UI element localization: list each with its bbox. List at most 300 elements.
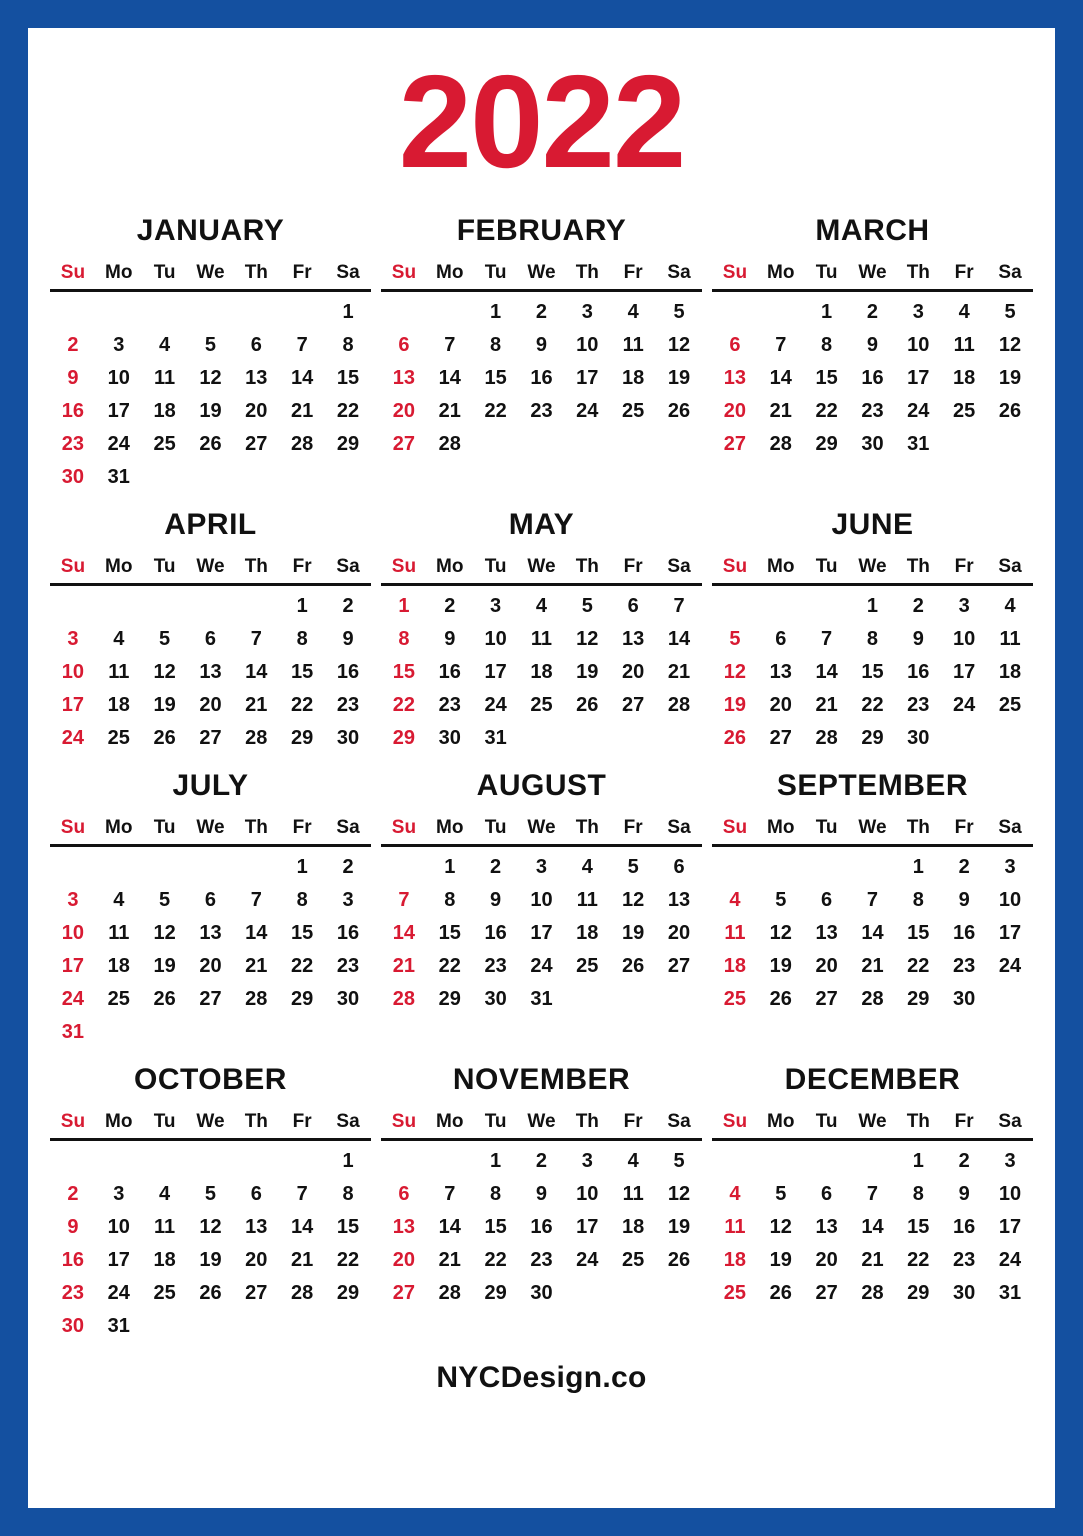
day-cell[interactable]: 22: [291, 955, 314, 977]
day-cell[interactable]: 16: [907, 661, 930, 683]
day-cell[interactable]: 14: [438, 367, 461, 389]
day-cell[interactable]: 14: [667, 628, 691, 650]
day-cell[interactable]: 12: [769, 922, 792, 944]
day-cell[interactable]: 17: [61, 955, 85, 977]
day-cell[interactable]: 23: [438, 694, 461, 716]
day-cell[interactable]: 13: [245, 1216, 268, 1238]
day-cell[interactable]: 15: [336, 367, 360, 389]
day-cell[interactable]: 29: [291, 727, 314, 749]
day-cell[interactable]: 11: [154, 367, 176, 389]
day-cell[interactable]: 5: [627, 856, 639, 878]
day-cell[interactable]: 16: [530, 367, 553, 389]
day-cell[interactable]: 16: [861, 367, 884, 389]
day-cell[interactable]: 22: [484, 1249, 507, 1271]
day-cell[interactable]: 11: [622, 334, 644, 356]
day-cell[interactable]: 21: [438, 400, 461, 422]
day-cell[interactable]: 6: [250, 1183, 262, 1205]
day-cell[interactable]: 25: [153, 433, 176, 455]
day-cell[interactable]: 4: [535, 595, 548, 617]
day-cell[interactable]: 6: [673, 856, 685, 878]
day-cell[interactable]: 9: [958, 889, 970, 911]
day-cell[interactable]: 17: [998, 922, 1022, 944]
day-cell[interactable]: 8: [912, 889, 924, 911]
day-cell[interactable]: 20: [392, 400, 416, 422]
day-cell[interactable]: 14: [861, 1216, 884, 1238]
day-cell[interactable]: 21: [245, 955, 268, 977]
day-cell[interactable]: 8: [342, 334, 354, 356]
day-cell[interactable]: 5: [775, 889, 787, 911]
day-cell[interactable]: 5: [729, 628, 741, 650]
day-cell[interactable]: 4: [627, 301, 639, 323]
day-cell[interactable]: 29: [291, 988, 314, 1010]
day-cell[interactable]: 24: [61, 727, 85, 749]
day-cell[interactable]: 5: [159, 628, 171, 650]
day-cell[interactable]: 19: [576, 661, 599, 683]
day-cell[interactable]: 20: [245, 400, 268, 422]
day-cell[interactable]: 5: [775, 1183, 787, 1205]
day-cell[interactable]: 14: [438, 1216, 461, 1238]
day-cell[interactable]: 3: [1004, 1150, 1016, 1172]
day-cell[interactable]: 5: [673, 1150, 685, 1172]
day-cell[interactable]: 17: [484, 661, 507, 683]
day-cell[interactable]: 20: [622, 661, 645, 683]
day-cell[interactable]: 24: [998, 955, 1022, 977]
day-cell[interactable]: 2: [342, 856, 354, 878]
day-cell[interactable]: 27: [723, 433, 747, 455]
day-cell[interactable]: 21: [245, 694, 268, 716]
day-cell[interactable]: 5: [204, 1183, 217, 1205]
day-cell[interactable]: 9: [958, 1183, 970, 1205]
day-cell[interactable]: 30: [861, 433, 884, 455]
day-cell[interactable]: 1: [296, 856, 308, 878]
day-cell[interactable]: 3: [67, 889, 79, 911]
day-cell[interactable]: 28: [861, 1282, 884, 1304]
day-cell[interactable]: 10: [61, 661, 85, 683]
day-cell[interactable]: 29: [392, 727, 416, 749]
day-cell[interactable]: 27: [815, 988, 838, 1010]
day-cell[interactable]: 25: [622, 1249, 645, 1271]
day-cell[interactable]: 11: [576, 889, 598, 911]
day-cell[interactable]: 29: [484, 1282, 507, 1304]
day-cell[interactable]: 4: [113, 628, 125, 650]
day-cell[interactable]: 15: [392, 661, 416, 683]
day-cell[interactable]: 20: [769, 694, 792, 716]
day-cell[interactable]: 22: [907, 955, 930, 977]
day-cell[interactable]: 31: [107, 1315, 130, 1337]
day-cell[interactable]: 26: [667, 1249, 691, 1271]
day-cell[interactable]: 5: [159, 889, 171, 911]
day-cell[interactable]: 28: [291, 1282, 314, 1304]
day-cell[interactable]: 28: [438, 433, 461, 455]
day-cell[interactable]: 9: [912, 628, 924, 650]
day-cell[interactable]: 10: [61, 922, 85, 944]
day-cell[interactable]: 7: [444, 1183, 456, 1205]
day-cell[interactable]: 17: [998, 1216, 1022, 1238]
day-cell[interactable]: 12: [199, 1216, 222, 1238]
day-cell[interactable]: 4: [159, 1183, 171, 1205]
day-cell[interactable]: 21: [769, 400, 792, 422]
day-cell[interactable]: 18: [622, 367, 645, 389]
day-cell[interactable]: 23: [953, 1249, 976, 1271]
day-cell[interactable]: 26: [199, 1282, 222, 1304]
day-cell[interactable]: 1: [821, 301, 833, 323]
day-cell[interactable]: 7: [673, 595, 685, 617]
day-cell[interactable]: 21: [438, 1249, 461, 1271]
day-cell[interactable]: 27: [392, 1282, 416, 1304]
day-cell[interactable]: 30: [336, 727, 360, 749]
day-cell[interactable]: 6: [821, 889, 833, 911]
day-cell[interactable]: 2: [490, 856, 502, 878]
day-cell[interactable]: 2: [912, 595, 924, 617]
day-cell[interactable]: 28: [815, 727, 838, 749]
day-cell[interactable]: 31: [907, 433, 930, 455]
day-cell[interactable]: 18: [723, 955, 747, 977]
day-cell[interactable]: 23: [907, 694, 930, 716]
day-cell[interactable]: 12: [723, 661, 747, 683]
day-cell[interactable]: 6: [627, 595, 639, 617]
day-cell[interactable]: 4: [113, 889, 125, 911]
day-cell[interactable]: 16: [953, 1216, 976, 1238]
day-cell[interactable]: 5: [673, 301, 685, 323]
day-cell[interactable]: 25: [107, 727, 130, 749]
day-cell[interactable]: 31: [998, 1282, 1022, 1304]
day-cell[interactable]: 19: [723, 694, 747, 716]
day-cell[interactable]: 18: [153, 400, 176, 422]
day-cell[interactable]: 13: [199, 922, 222, 944]
day-cell[interactable]: 17: [907, 367, 930, 389]
day-cell[interactable]: 11: [724, 1216, 746, 1238]
day-cell[interactable]: 18: [153, 1249, 176, 1271]
day-cell[interactable]: 7: [296, 334, 308, 356]
day-cell[interactable]: 1: [912, 856, 924, 878]
day-cell[interactable]: 31: [484, 727, 507, 749]
day-cell[interactable]: 27: [769, 727, 792, 749]
day-cell[interactable]: 26: [153, 727, 176, 749]
day-cell[interactable]: 22: [815, 400, 838, 422]
day-cell[interactable]: 5: [204, 334, 217, 356]
day-cell[interactable]: 25: [723, 1282, 747, 1304]
day-cell[interactable]: 13: [769, 661, 792, 683]
day-cell[interactable]: 27: [245, 433, 268, 455]
day-cell[interactable]: 28: [438, 1282, 461, 1304]
day-cell[interactable]: 30: [336, 988, 360, 1010]
day-cell[interactable]: 22: [484, 400, 507, 422]
day-cell[interactable]: 14: [861, 922, 884, 944]
day-cell[interactable]: 12: [667, 334, 691, 356]
day-cell[interactable]: 31: [61, 1021, 85, 1043]
day-cell[interactable]: 15: [291, 922, 314, 944]
day-cell[interactable]: 13: [245, 367, 268, 389]
day-cell[interactable]: 24: [576, 1249, 599, 1271]
day-cell[interactable]: 4: [581, 856, 593, 878]
day-cell[interactable]: 21: [861, 955, 884, 977]
day-cell[interactable]: 20: [815, 955, 838, 977]
day-cell[interactable]: 23: [530, 400, 553, 422]
day-cell[interactable]: 30: [953, 988, 976, 1010]
day-cell[interactable]: 10: [107, 1216, 130, 1238]
day-cell[interactable]: 16: [336, 661, 360, 683]
day-cell[interactable]: 22: [336, 400, 360, 422]
day-cell[interactable]: 8: [342, 1183, 354, 1205]
day-cell[interactable]: 15: [484, 1216, 507, 1238]
day-cell[interactable]: 19: [199, 400, 222, 422]
day-cell[interactable]: 2: [444, 595, 456, 617]
day-cell[interactable]: 24: [107, 433, 130, 455]
day-cell[interactable]: 27: [815, 1282, 838, 1304]
day-cell[interactable]: 24: [61, 988, 85, 1010]
day-cell[interactable]: 12: [667, 1183, 691, 1205]
day-cell[interactable]: 26: [998, 400, 1022, 422]
day-cell[interactable]: 23: [484, 955, 507, 977]
day-cell[interactable]: 28: [861, 988, 884, 1010]
day-cell[interactable]: 2: [866, 301, 879, 323]
day-cell[interactable]: 6: [729, 334, 741, 356]
day-cell[interactable]: 23: [530, 1249, 553, 1271]
day-cell[interactable]: 6: [398, 334, 410, 356]
day-cell[interactable]: 25: [107, 988, 130, 1010]
day-cell[interactable]: 12: [576, 628, 599, 650]
day-cell[interactable]: 21: [392, 955, 416, 977]
day-cell[interactable]: 10: [907, 334, 930, 356]
day-cell[interactable]: 21: [291, 400, 314, 422]
day-cell[interactable]: 3: [113, 334, 125, 356]
day-cell[interactable]: 1: [296, 595, 308, 617]
day-cell[interactable]: 16: [953, 922, 976, 944]
day-cell[interactable]: 23: [61, 433, 85, 455]
day-cell[interactable]: 9: [490, 889, 502, 911]
day-cell[interactable]: 23: [953, 955, 976, 977]
day-cell[interactable]: 9: [535, 1183, 548, 1205]
day-cell[interactable]: 13: [667, 889, 691, 911]
day-cell[interactable]: 13: [199, 661, 222, 683]
day-cell[interactable]: 26: [153, 988, 176, 1010]
day-cell[interactable]: 17: [107, 1249, 130, 1271]
day-cell[interactable]: 8: [296, 889, 308, 911]
day-cell[interactable]: 3: [912, 301, 924, 323]
day-cell[interactable]: 27: [667, 955, 691, 977]
day-cell[interactable]: 1: [912, 1150, 924, 1172]
day-cell[interactable]: 26: [576, 694, 599, 716]
day-cell[interactable]: 22: [336, 1249, 360, 1271]
day-cell[interactable]: 4: [159, 334, 171, 356]
day-cell[interactable]: 24: [530, 955, 553, 977]
day-cell[interactable]: 29: [336, 433, 360, 455]
day-cell[interactable]: 15: [907, 922, 930, 944]
day-cell[interactable]: 27: [622, 694, 645, 716]
day-cell[interactable]: 2: [958, 1150, 970, 1172]
day-cell[interactable]: 26: [667, 400, 691, 422]
day-cell[interactable]: 23: [336, 694, 360, 716]
day-cell[interactable]: 7: [775, 334, 787, 356]
day-cell[interactable]: 1: [490, 1150, 502, 1172]
day-cell[interactable]: 6: [250, 334, 262, 356]
day-cell[interactable]: 11: [999, 628, 1021, 650]
day-cell[interactable]: 28: [291, 433, 314, 455]
day-cell[interactable]: 10: [530, 889, 553, 911]
day-cell[interactable]: 24: [484, 694, 507, 716]
day-cell[interactable]: 12: [153, 661, 176, 683]
day-cell[interactable]: 29: [336, 1282, 360, 1304]
day-cell[interactable]: 25: [530, 694, 553, 716]
day-cell[interactable]: 22: [291, 694, 314, 716]
day-cell[interactable]: 2: [67, 1183, 79, 1205]
day-cell[interactable]: 20: [199, 955, 222, 977]
day-cell[interactable]: 13: [392, 367, 416, 389]
day-cell[interactable]: 25: [153, 1282, 176, 1304]
day-cell[interactable]: 29: [438, 988, 461, 1010]
day-cell[interactable]: 24: [576, 400, 599, 422]
day-cell[interactable]: 16: [530, 1216, 553, 1238]
day-cell[interactable]: 23: [861, 400, 884, 422]
day-cell[interactable]: 15: [861, 661, 884, 683]
day-cell[interactable]: 27: [392, 433, 416, 455]
day-cell[interactable]: 13: [392, 1216, 416, 1238]
day-cell[interactable]: 9: [444, 628, 456, 650]
day-cell[interactable]: 16: [336, 922, 360, 944]
day-cell[interactable]: 1: [398, 595, 410, 617]
day-cell[interactable]: 30: [530, 1282, 553, 1304]
day-cell[interactable]: 15: [907, 1216, 930, 1238]
day-cell[interactable]: 14: [291, 367, 314, 389]
day-cell[interactable]: 1: [490, 301, 502, 323]
day-cell[interactable]: 17: [61, 694, 85, 716]
day-cell[interactable]: 13: [815, 922, 838, 944]
day-cell[interactable]: 30: [61, 1315, 85, 1337]
day-cell[interactable]: 15: [291, 661, 314, 683]
day-cell[interactable]: 13: [815, 1216, 838, 1238]
day-cell[interactable]: 22: [438, 955, 461, 977]
day-cell[interactable]: 30: [953, 1282, 976, 1304]
day-cell[interactable]: 17: [953, 661, 976, 683]
day-cell[interactable]: 19: [153, 955, 176, 977]
day-cell[interactable]: 17: [107, 400, 130, 422]
day-cell[interactable]: 26: [769, 988, 792, 1010]
day-cell[interactable]: 18: [998, 661, 1022, 683]
day-cell[interactable]: 12: [622, 889, 645, 911]
day-cell[interactable]: 16: [484, 922, 507, 944]
day-cell[interactable]: 21: [861, 1249, 884, 1271]
day-cell[interactable]: 19: [153, 694, 176, 716]
day-cell[interactable]: 6: [821, 1183, 833, 1205]
day-cell[interactable]: 21: [291, 1249, 314, 1271]
day-cell[interactable]: 12: [199, 367, 222, 389]
day-cell[interactable]: 16: [438, 661, 461, 683]
day-cell[interactable]: 8: [866, 628, 879, 650]
day-cell[interactable]: 2: [535, 1150, 548, 1172]
day-cell[interactable]: 3: [342, 889, 354, 911]
day-cell[interactable]: 13: [723, 367, 747, 389]
day-cell[interactable]: 7: [250, 628, 262, 650]
day-cell[interactable]: 7: [250, 889, 262, 911]
day-cell[interactable]: 3: [958, 595, 970, 617]
day-cell[interactable]: 11: [530, 628, 553, 650]
day-cell[interactable]: 28: [392, 988, 416, 1010]
day-cell[interactable]: 8: [912, 1183, 924, 1205]
day-cell[interactable]: 21: [667, 661, 691, 683]
day-cell[interactable]: 31: [530, 988, 553, 1010]
day-cell[interactable]: 21: [815, 694, 838, 716]
day-cell[interactable]: 4: [729, 1183, 741, 1205]
day-cell[interactable]: 5: [581, 595, 593, 617]
day-cell[interactable]: 17: [576, 367, 599, 389]
day-cell[interactable]: 10: [576, 334, 599, 356]
day-cell[interactable]: 19: [622, 922, 645, 944]
day-cell[interactable]: 29: [815, 433, 838, 455]
day-cell[interactable]: 16: [61, 400, 85, 422]
day-cell[interactable]: 20: [199, 694, 222, 716]
day-cell[interactable]: 13: [622, 628, 645, 650]
day-cell[interactable]: 17: [530, 922, 553, 944]
day-cell[interactable]: 14: [769, 367, 792, 389]
day-cell[interactable]: 15: [336, 1216, 360, 1238]
day-cell[interactable]: 11: [953, 334, 975, 356]
day-cell[interactable]: 3: [581, 301, 593, 323]
day-cell[interactable]: 6: [775, 628, 787, 650]
day-cell[interactable]: 28: [245, 988, 268, 1010]
day-cell[interactable]: 23: [61, 1282, 85, 1304]
day-cell[interactable]: 30: [907, 727, 930, 749]
day-cell[interactable]: 7: [398, 889, 410, 911]
day-cell[interactable]: 9: [67, 367, 79, 389]
day-cell[interactable]: 25: [576, 955, 599, 977]
day-cell[interactable]: 29: [907, 1282, 930, 1304]
day-cell[interactable]: 19: [667, 1216, 691, 1238]
day-cell[interactable]: 31: [107, 466, 130, 488]
day-cell[interactable]: 16: [61, 1249, 85, 1271]
day-cell[interactable]: 19: [769, 1249, 792, 1271]
day-cell[interactable]: 18: [953, 367, 976, 389]
day-cell[interactable]: 3: [535, 856, 548, 878]
day-cell[interactable]: 25: [622, 400, 645, 422]
day-cell[interactable]: 19: [769, 955, 792, 977]
day-cell[interactable]: 14: [392, 922, 416, 944]
day-cell[interactable]: 4: [1004, 595, 1016, 617]
day-cell[interactable]: 22: [392, 694, 416, 716]
day-cell[interactable]: 24: [998, 1249, 1022, 1271]
day-cell[interactable]: 7: [866, 1183, 879, 1205]
day-cell[interactable]: 28: [667, 694, 691, 716]
day-cell[interactable]: 24: [953, 694, 976, 716]
day-cell[interactable]: 20: [667, 922, 691, 944]
day-cell[interactable]: 11: [108, 922, 130, 944]
day-cell[interactable]: 3: [113, 1183, 125, 1205]
day-cell[interactable]: 6: [398, 1183, 410, 1205]
day-cell[interactable]: 30: [438, 727, 461, 749]
day-cell[interactable]: 22: [861, 694, 884, 716]
day-cell[interactable]: 9: [67, 1216, 79, 1238]
day-cell[interactable]: 9: [342, 628, 354, 650]
day-cell[interactable]: 4: [627, 1150, 639, 1172]
day-cell[interactable]: 10: [484, 628, 507, 650]
day-cell[interactable]: 25: [723, 988, 747, 1010]
day-cell[interactable]: 27: [245, 1282, 268, 1304]
day-cell[interactable]: 4: [729, 889, 741, 911]
day-cell[interactable]: 24: [107, 1282, 130, 1304]
day-cell[interactable]: 25: [953, 400, 976, 422]
day-cell[interactable]: 8: [490, 334, 502, 356]
day-cell[interactable]: 15: [438, 922, 461, 944]
day-cell[interactable]: 12: [998, 334, 1022, 356]
day-cell[interactable]: 18: [723, 1249, 747, 1271]
day-cell[interactable]: 10: [998, 889, 1022, 911]
day-cell[interactable]: 2: [342, 595, 354, 617]
day-cell[interactable]: 20: [392, 1249, 416, 1271]
day-cell[interactable]: 26: [199, 433, 222, 455]
day-cell[interactable]: 3: [490, 595, 502, 617]
day-cell[interactable]: 19: [998, 367, 1022, 389]
day-cell[interactable]: 11: [622, 1183, 644, 1205]
day-cell[interactable]: 7: [866, 889, 879, 911]
